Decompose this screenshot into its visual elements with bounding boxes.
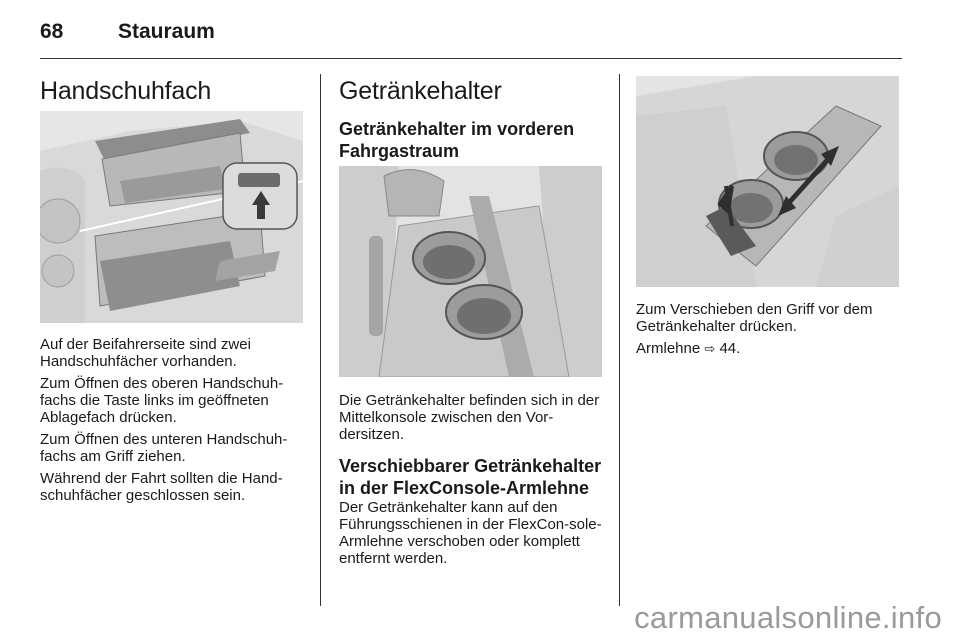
cupholder-front-drawing bbox=[339, 166, 602, 377]
glovebox-paragraph-3: Zum Öffnen des unteren Handschuh-fachs am Griff ziehen. bbox=[40, 431, 288, 465]
flexconsole-drawing bbox=[636, 76, 899, 287]
armrest-reference bbox=[636, 340, 902, 358]
subtitle-sliding-cupholder: Verschiebbarer Getränkehalter in der FlexConsole-Armlehne bbox=[339, 456, 602, 498]
column-cupholder bbox=[339, 76, 605, 162]
page-number: 68 bbox=[40, 20, 64, 43]
glovebox-text bbox=[40, 336, 306, 504]
glovebox-paragraph-2: Zum Öffnen des oberen Handschuh-fachs die Taste links im geöffneten Ablagefach drücken. bbox=[40, 375, 284, 426]
header-rule bbox=[40, 58, 902, 59]
glovebox-drawing bbox=[40, 111, 303, 323]
glovebox-paragraph-1: Auf der Beifahrerseite sind zwei Handschuhfächer vorhanden. bbox=[40, 336, 251, 370]
page-reference-arrow-icon: ⇨ bbox=[704, 342, 716, 357]
flexconsole-paragraph-1: Zum Verschieben den Griff vor dem Getränkehalter drücken. bbox=[636, 301, 873, 335]
armrest-reference-label: Armlehne bbox=[636, 340, 701, 357]
watermark: carmanualsonline.info bbox=[634, 600, 942, 635]
cupholder-text bbox=[339, 392, 605, 567]
column-divider-1 bbox=[320, 74, 321, 606]
cupholder-front-illustration bbox=[339, 166, 602, 377]
column-divider-2 bbox=[619, 74, 620, 606]
flexconsole-illustration bbox=[636, 76, 899, 287]
cupholder-paragraph-1: Die Getränkehalter befinden sich in der Mittelkonsole zwischen den Vor-dersitzen. bbox=[339, 392, 600, 443]
glovebox-paragraph-4: Während der Fahrt sollten die Hand-schuhfächer geschlossen sein. bbox=[40, 470, 283, 504]
glovebox-illustration bbox=[40, 111, 303, 323]
armrest-reference-page: 44. bbox=[719, 340, 741, 357]
page-header bbox=[40, 18, 902, 54]
section-title-cupholder: Getränkehalter bbox=[339, 77, 502, 105]
flexconsole-text bbox=[636, 301, 902, 358]
cupholder-paragraph-2: Der Getränkehalter kann auf den Führungsschienen in der FlexCon-sole-Armlehne verschoben oder komplett entfernt werden. bbox=[339, 499, 602, 567]
subtitle-front-cupholder: Getränkehalter im vorderen Fahrgastraum bbox=[339, 119, 575, 161]
section-title-glovebox: Handschuhfach bbox=[40, 77, 212, 105]
chapter-title: Stauraum bbox=[118, 20, 215, 43]
